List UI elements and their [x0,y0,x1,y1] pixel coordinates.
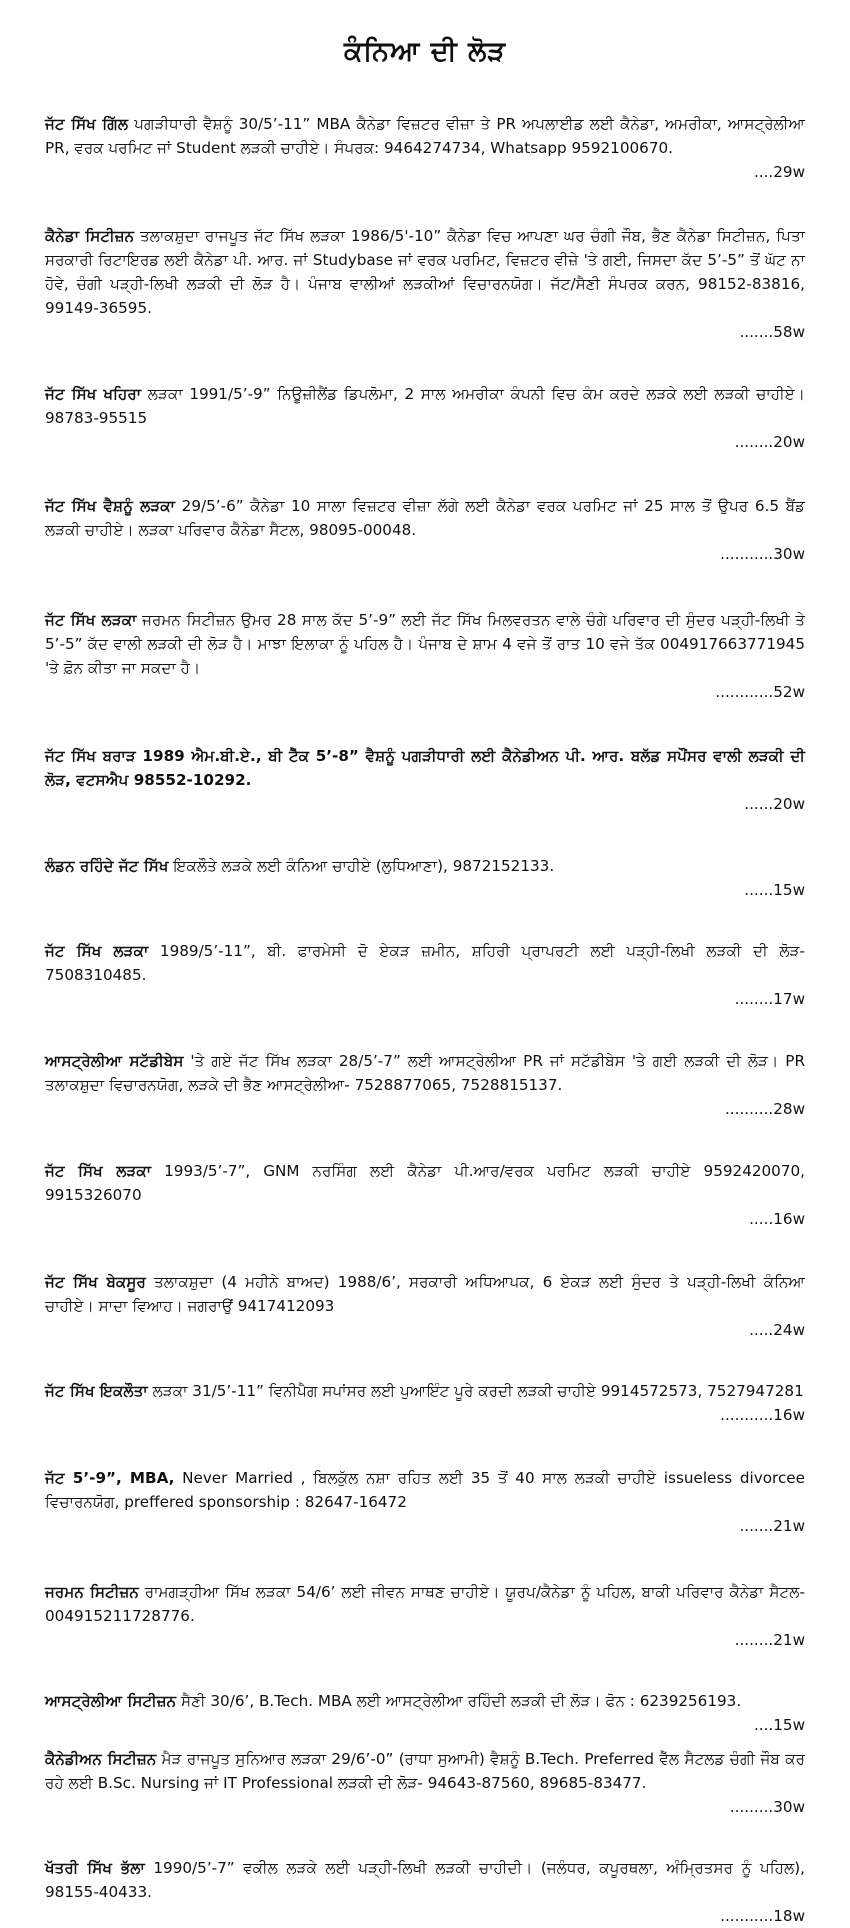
ad-code: .....24w [749,1321,805,1339]
ad-text [45,1270,805,1318]
ad-code: .......21w [739,1517,805,1535]
ad-body: 1990/5’-7” ਵਕੀਲ ਲੜਕੇ ਲਈ ਪੜ੍ਹੀ-ਲਿਖੀ ਲੜਕੀ ਚਾਹੀਦੀ। (ਜਲੰਧਰ, ਕਪੂਰਥਲਾ, ਅੰਮ੍ਰਿਤਸਰ ਨੂੰ ਪਹਿਲ), 98155-40433. [45,1859,805,1901]
ad-body: 29/5’-6” ਕੈਨੇਡਾ 10 ਸਾਲਾ ਵਿਜ਼ਟਰ ਵੀਜ਼ਾ ਲੱਗੇ ਲਈ ਕੈਨੇਡਾ ਵਰਕ ਪਰਮਿਟ ਜਾਂ 25 ਸਾਲ ਤੋਂ ਉਪਰ 6.5 ਬੈਂਡ ਲੜਕੀ ਚਾਹੀਏ। ਲੜਕਾ ਪਰਿਵਾਰ ਕੈਨੇਡਾ ਸੈਟਲ, 98095-00048. [45,497,806,539]
ad-text [45,494,805,542]
ad-lead: ਜੱਟ ਸਿੱਖ ਗਿੱਲ [45,115,129,133]
ad-entry [45,1466,805,1538]
ad-lead: ਆਸਟ੍ਰੇਲੀਆ ਸਟੱਡੀਬੇਸ [45,1052,184,1070]
ad-list [45,112,805,1928]
ad-code: ........21w [734,1631,805,1649]
ad-body: 1989/5’-11”, ਬੀ. ਫਾਰਮੇਸੀ ਦੋ ਏਕੜ ਜ਼ਮੀਨ, ਸ਼ਹਿਰੀ ਪ੍ਰਾਪਰਟੀ ਲਈ ਪੜ੍ਹੀ-ਲਿਖੀ ਲੜਕੀ ਦੀ ਲੋੜ- 7508310485. [45,942,806,984]
ad-code: .......58w [739,323,805,341]
ad-lead: ਜੱਟ ਸਿੱਖ ਬੇਕਸੂਰ [45,1273,146,1291]
ad-text [45,744,805,792]
ad-text [45,1159,805,1207]
ad-text [45,1580,805,1628]
ad-code: ......15w [744,881,805,899]
ad-entry [45,1747,805,1819]
ad-text [45,382,805,430]
ad-code: ........20w [734,433,805,451]
ad-code: ............52w [715,683,805,701]
ad-lead: ਕੈਨੇਡਾ ਸਿਟੀਜ਼ਨ [45,227,135,245]
ad-entry [45,382,805,454]
ad-code: ..........28w [724,1100,805,1118]
ad-body: ਜਰਮਨ ਸਿਟੀਜ਼ਨ ਉਮਰ 28 ਸਾਲ ਕੱਦ 5’-9” ਲਈ ਜੱਟ ਸਿੱਖ ਮਿਲਵਰਤਨ ਵਾਲੇ ਚੰਗੇ ਪਰਿਵਾਰ ਦੀ ਸੁੰਦਰ ਪੜ੍ਹੀ-ਲਿਖੀ ਤੇ 5’-5” ਕੱਦ ਵਾਲੀ ਲੜਕੀ ਦੀ ਲੋੜ ਹੈ। ਮਾਝਾ ਇਲਾਕਾ ਨੂੰ ਪਹਿਲ ਹੈ। ਪੰਜਾਬ ਦੇ ਸ਼ਾਮ 4 ਵਜੇ ਤੋਂ ਰਾਤ 10 ਵਜੇ ਤੱਕ 004917663771945 'ਤੇ ਫ਼ੋਨ ਕੀਤਾ ਜਾ ਸਕਦਾ ਹੈ। [45,611,805,677]
ad-text [45,1747,805,1795]
ad-entry [45,112,805,184]
ad-lead: ਆਸਟ੍ਰੇਲੀਆ ਸਿਟੀਜ਼ਨ [45,1692,177,1710]
ad-body: ਤਲਾਕਸ਼ੁਦਾ (4 ਮਹੀਨੇ ਬਾਅਦ) 1988/6’, ਸਰਕਾਰੀ ਅਧਿਆਪਕ, 6 ਏਕੜ ਲਈ ਸੁੰਦਰ ਤੇ ਪੜ੍ਹੀ-ਲਿਖੀ ਕੰਨਿਆ ਚਾਹੀਏ। ਸਾਦਾ ਵਿਆਹ। ਜਗਰਾਉਂ 9417412093 [45,1273,805,1315]
ad-lead: ਜੱਟ ਸਿੱਖ ਲੜਕਾ [45,942,149,960]
ad-code: ...........30w [720,545,805,563]
ad-body: ਤਲਾਕਸ਼ੁਦਾ ਰਾਜਪੂਤ ਜੱਟ ਸਿੱਖ ਲੜਕਾ 1986/5'-10” ਕੈਨੇਡਾ ਵਿਚ ਆਪਣਾ ਘਰ ਚੰਗੀ ਜੌਬ, ਭੈਣ ਕੈਨੇਡਾ ਸਿਟੀਜ਼ਨ, ਪਿਤਾ ਸਰਕਾਰੀ ਰਿਟਾਇਰਡ ਲਈ ਕੈਨੇਡਾ ਪੀ. ਆਰ. ਜਾਂ Studybase ਜਾਂ ਵਰਕ ਪਰਮਿਟ, ਵਿਜ਼ਟਰ ਵੀਜ਼ੇ 'ਤੇ ਗਈ, ਜਿਸਦਾ ਕੱਦ 5’-5” ਤੋਂ ਘੱਟ ਨਾ ਹੋਵੇ, ਚੰਗੀ ਪੜ੍ਹੀ-ਲਿਖੀ ਲੜਕੀ ਦੀ ਲੋੜ ਹੈ। ਪੰਜਾਬ ਵਾਲੀਆਂ ਲੜਕੀਆਂ ਵਿਚਾਰਨਯੋਗ। ਜੱਟ/ਸੈਣੀ ਸੰਪਰਕ ਕਰਨ, 98152-83816, 99149-36595. [45,227,806,317]
ad-body: 'ਤੇ ਗਏ ਜੱਟ ਸਿੱਖ ਲੜਕਾ 28/5’-7” ਲਈ ਆਸਟ੍ਰੇਲੀਆ PR ਜਾਂ ਸਟੱਡੀਬੇਸ 'ਤੇ ਗਈ ਲੜਕੀ ਦੀ ਲੋੜ। PR ਤਲਾਕਸ਼ੁਦਾ ਵਿਚਾਰਨਯੋਗ, ਲੜਕੇ ਦੀ ਭੈਣ ਆਸਟ੍ਰੇਲੀਆ- 7528877065, 7528815137. [45,1052,805,1094]
ad-entry [45,494,805,566]
ad-entry [45,224,805,344]
ad-lead: ਲੰਡਨ ਰਹਿੰਦੇ ਜੱਟ ਸਿੱਖ [45,857,169,875]
ad-lead: ਕੈਨੇਡੀਅਨ ਸਿਟੀਜ਼ਨ [45,1750,157,1768]
ad-code: ........17w [734,990,805,1008]
ad-text [45,112,805,160]
ad-body: ਇਕਲੌਤੇ ਲੜਕੇ ਲਈ ਕੰਨਿਆ ਚਾਹੀਏ (ਲੁਧਿਆਣਾ), 9872152133. [168,857,555,875]
page-title: ਕੰਨਿਆ ਦੀ ਲੋੜ [343,36,507,67]
ad-lead: ਜੱਟ ਸਿੱਖ ਲੜਕਾ [45,611,137,629]
ad-entry [45,1689,805,1737]
ad-body: ਲੜਕਾ 1991/5’-9” ਨਿਊਜ਼ੀਲੈਂਡ ਡਿਪਲੋਮਾ, 2 ਸਾਲ ਅਮਰੀਕਾ ਕੰਪਨੀ ਵਿਚ ਕੰਮ ਕਰਦੇ ਲੜਕੇ ਲਈ ਲੜਕੀ ਚਾਹੀਏ। 98783-95515 [45,385,806,427]
ad-text [45,1689,805,1713]
ad-text [45,939,805,987]
ad-text [45,224,805,320]
ad-code: ...........18w [720,1907,805,1925]
ad-body: ਲੜਕਾ 31/5’-11” ਵਿਨੀਪੈਗ ਸਪਾਂਸਰ ਲਈ ਪੁਆਇੰਟ ਪੂਰੇ ਕਰਦੀ ਲੜਕੀ ਚਾਹੀਏ 9914572573, 7527947281 [147,1382,804,1400]
ad-lead: ਜੱਟ ਸਿੱਖ ਇਕਲੌਤਾ [45,1382,148,1400]
ad-code: .....16w [749,1210,805,1228]
ad-text [45,1466,805,1514]
ad-body: 1993/5’-7”, GNM ਨਰਸਿੰਗ ਲਈ ਕੈਨੇਡਾ ਪੀ.ਆਰ/ਵਰਕ ਪਰਮਿਟ ਲੜਕੀ ਚਾਹੀਏ 9592420070, 9915326070 [45,1162,806,1204]
ad-body: ਸੈਣੀ 30/6’, B.Tech. MBA ਲਈ ਆਸਟ੍ਰੇਲੀਆ ਰਹਿੰਦੀ ਲੜਕੀ ਦੀ ਲੋੜ। ਫੋਨ : 6239256193. [176,1692,742,1710]
ad-text [45,854,805,878]
ad-entry [45,1580,805,1652]
ad-code: ...........16w [720,1406,805,1424]
ad-lead: ਜੱਟ ਸਿੱਖ ਲੜਕਾ [45,1162,152,1180]
ad-lead: ਜੱਟ ਸਿੱਖ ਵੈਸ਼ਨੂੰ ਲੜਕਾ [45,497,176,515]
ad-body: Never Married , ਬਿਲਕੁੱਲ ਨਸ਼ਾ ਰਹਿਤ ਲਈ 35 ਤੋਂ 40 ਸਾਲ ਲੜਕੀ ਚਾਹੀਏ issueless divorcee ਵਿਚਾਰਨਯੋਗ, preffered sponsorship : 82647-16472 [45,1469,805,1511]
ad-entry [45,854,805,902]
ad-body: ਮੈੜ ਰਾਜਪੂਤ ਸੁਨਿਆਰ ਲੜਕਾ 29/6’-0” (ਰਾਧਾ ਸੁਆਮੀ) ਵੈਸ਼ਨੂੰ B.Tech. Preferred ਵੈੱਲ ਸੈਟਲਡ ਚੰਗੀ ਜੌਬ ਕਰ ਰਹੇ ਲਈ B.Sc. Nursing ਜਾਂ IT Professional ਲੜਕੀ ਦੀ ਲੋੜ- 94643-87560, 89685-83477. [45,1750,805,1792]
ad-entry [45,1270,805,1342]
ad-lead: ਜੱਟ ਸਿੱਖ ਬਰਾੜ 1989 ਐਮ.ਬੀ.ਏ., ਬੀ ਟੈੱਕ 5’-8” ਵੈਸ਼ਨੂੰ ਪਗੜੀਧਾਰੀ ਲਈ ਕੈਨੇਡੀਅਨ ਪੀ. ਆਰ. ਬਲੱਡ ਸਪੌਂਸਰ ਵਾਲੀ ਲੜਕੀ ਦੀ ਲੋੜ, ਵਟਸਐਪ 98552-10292. [45,747,805,789]
ad-code: .........30w [729,1798,805,1816]
ad-lead: ਜੱਟ ਸਿੱਖ ਖਹਿਰਾ [45,385,142,403]
ad-entry [45,939,805,1011]
ad-code: ....15w [753,1716,805,1734]
ad-lead: ਜਰਮਨ ਸਿਟੀਜ਼ਨ [45,1583,139,1601]
ad-entry [45,608,805,704]
ad-text [45,608,805,680]
ad-body: ਰਾਮਗੜ੍ਹੀਆ ਸਿੱਖ ਲੜਕਾ 54/6’ ਲਈ ਜੀਵਨ ਸਾਥਣ ਚਾਹੀਏ। ਯੂਰਪ/ਕੈਨੇਡਾ ਨੂੰ ਪਹਿਲ, ਬਾਕੀ ਪਰਿਵਾਰ ਕੈਨੇਡਾ ਸੈਟਲ- 004915211728776. [45,1583,805,1625]
ad-lead: ਜੱਟ 5’-9”, MBA, [45,1469,175,1487]
ad-entry [45,1856,805,1928]
ad-entry [45,1379,805,1427]
ad-code: ......20w [744,795,805,813]
ad-body: ਪਗੜੀਧਾਰੀ ਵੈਸ਼ਨੂੰ 30/5’-11” MBA ਕੈਨੇਡਾ ਵਿਜ਼ਟਰ ਵੀਜ਼ਾ ਤੇ PR ਅਪਲਾਈਡ ਲਈ ਕੈਨੇਡਾ, ਅਮਰੀਕਾ, ਆਸਟ੍ਰੇਲੀਆ PR, ਵਰਕ ਪਰਮਿਟ ਜਾਂ Student ਲੜਕੀ ਚਾਹੀਏ। ਸੰਪਰਕ: 9464274734, Whatsapp 9592100670. [45,115,805,157]
ad-text [45,1379,805,1403]
ad-entry [45,744,805,816]
ad-text [45,1856,805,1904]
ad-code: ....29w [753,163,805,181]
ad-lead: ਖੱਤਰੀ ਸਿੱਖ ਭੱਲਾ [45,1859,145,1877]
ad-entry [45,1159,805,1231]
ad-text [45,1049,805,1097]
ad-entry [45,1049,805,1121]
